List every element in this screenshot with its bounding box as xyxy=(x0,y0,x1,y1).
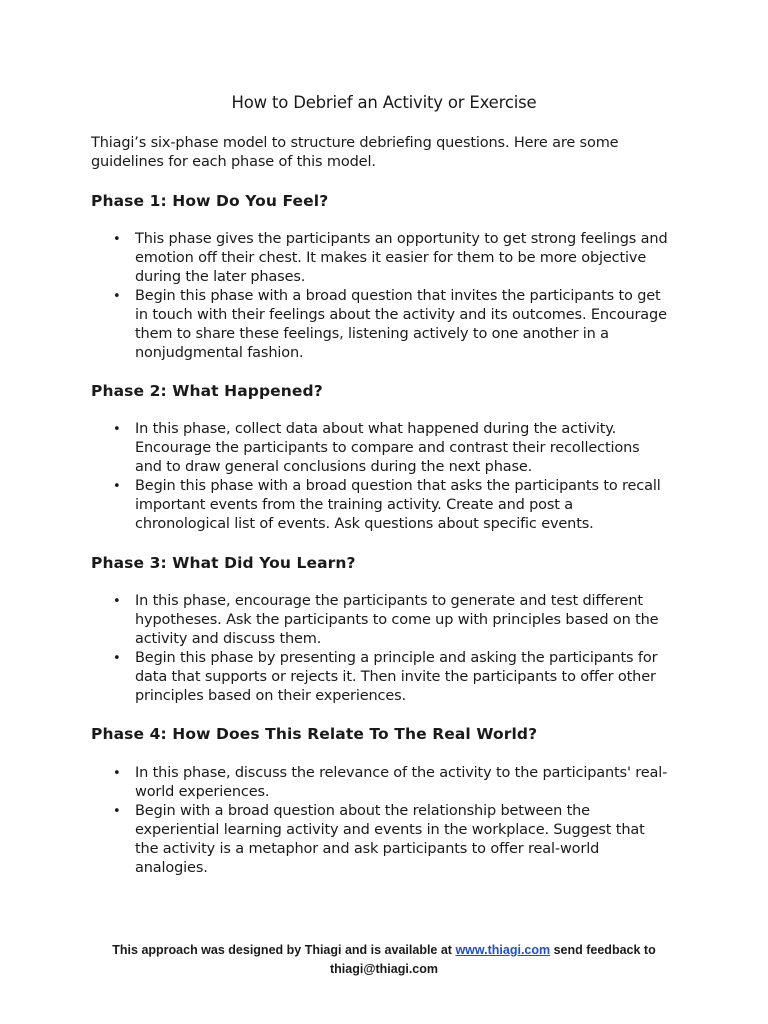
bullet-line: chronological list of events. Ask questions about specific events. xyxy=(135,516,594,532)
bullet-icon: • xyxy=(113,232,121,247)
footer-email: thiagi@thiagi.com xyxy=(329,962,439,976)
bullet-icon: • xyxy=(113,766,121,781)
phase-3-bullet-list xyxy=(0,592,768,706)
bullet-text xyxy=(135,477,695,534)
bullet-line: Begin this phase with a broad question that invites the participants to get xyxy=(135,288,661,304)
bullet-line: data that supports or rejects it. Then invite the participants to offer other xyxy=(135,669,656,685)
bullet-line: This phase gives the participants an opportunity to get strong feelings and xyxy=(135,231,668,247)
phase-2-bullet-list xyxy=(0,420,768,534)
phase-1-bullet-list xyxy=(0,230,768,363)
bullet-line: Encourage the participants to compare and contrast their recollections xyxy=(135,440,640,456)
list-item xyxy=(0,287,768,363)
list-item xyxy=(0,230,768,287)
phase-3-heading: Phase 3: What Did You Learn? xyxy=(91,554,356,572)
phase-4-bullet-list xyxy=(0,764,768,878)
bullet-line: nonjudgmental fashion. xyxy=(135,345,304,361)
list-item xyxy=(0,764,768,802)
document-title: How to Debrief an Activity or Exercise xyxy=(231,93,537,112)
bullet-line: them to share these feelings, listening actively to one another in a xyxy=(135,326,609,342)
list-item xyxy=(0,420,768,477)
bullet-text xyxy=(135,287,695,363)
bullet-icon: • xyxy=(113,479,121,494)
bullet-text xyxy=(135,230,695,287)
intro-line: guidelines for each phase of this model. xyxy=(91,154,376,170)
bullet-line: analogies. xyxy=(135,860,208,876)
bullet-text xyxy=(135,420,695,477)
footer-line-1 xyxy=(0,941,768,960)
bullet-line: In this phase, collect data about what happened during the activity. xyxy=(135,421,617,437)
bullet-text xyxy=(135,764,695,802)
bullet-icon: • xyxy=(113,289,121,304)
list-item xyxy=(0,802,768,878)
list-item xyxy=(0,477,768,534)
bullet-icon: • xyxy=(113,594,121,609)
phase-1-heading: Phase 1: How Do You Feel? xyxy=(91,192,329,210)
bullet-icon: • xyxy=(113,422,121,437)
bullet-line: principles based on their experiences. xyxy=(135,688,406,704)
bullet-text xyxy=(135,802,695,878)
bullet-line: the activity is a metaphor and ask participants to offer real-world xyxy=(135,841,600,857)
page-footer xyxy=(0,941,768,979)
bullet-line: In this phase, encourage the participants to generate and test different xyxy=(135,593,643,609)
footer-text: This approach was designed by Thiagi and is available at xyxy=(112,943,456,957)
bullet-line: and to draw general conclusions during the next phase. xyxy=(135,459,533,475)
phase-4-heading: Phase 4: How Does This Relate To The Real World? xyxy=(91,725,538,743)
list-item xyxy=(0,592,768,649)
bullet-line: experiential learning activity and events in the workplace. Suggest that xyxy=(135,822,645,838)
phase-2-heading: Phase 2: What Happened? xyxy=(91,382,323,400)
bullet-line: activity and discuss them. xyxy=(135,631,322,647)
bullet-line: emotion off their chest. It makes it easier for them to be more objective xyxy=(135,250,647,266)
bullet-line: in touch with their feelings about the activity and its outcomes. Encourage xyxy=(135,307,667,323)
bullet-line: during the later phases. xyxy=(135,269,306,285)
bullet-icon: • xyxy=(113,804,121,819)
bullet-text xyxy=(135,649,695,706)
bullet-line: world experiences. xyxy=(135,784,270,800)
list-item xyxy=(0,649,768,706)
website-link[interactable]: www.thiagi.com xyxy=(455,943,551,957)
bullet-text xyxy=(135,592,695,649)
intro-paragraph xyxy=(91,134,691,172)
bullet-line: important events from the training activity. Create and post a xyxy=(135,497,574,513)
bullet-line: hypotheses. Ask the participants to come up with principles based on the xyxy=(135,612,659,628)
bullet-line: Begin this phase with a broad question that asks the participants to recall xyxy=(135,478,661,494)
footer-text: send feedback to xyxy=(550,943,656,957)
bullet-line: Begin this phase by presenting a principle and asking the participants for xyxy=(135,650,658,666)
bullet-icon: • xyxy=(113,651,121,666)
intro-line: Thiagi’s six-phase model to structure debriefing questions. Here are some xyxy=(91,135,619,151)
bullet-line: Begin with a broad question about the relationship between the xyxy=(135,803,590,819)
bullet-line: In this phase, discuss the relevance of the activity to the participants' real- xyxy=(135,765,668,781)
